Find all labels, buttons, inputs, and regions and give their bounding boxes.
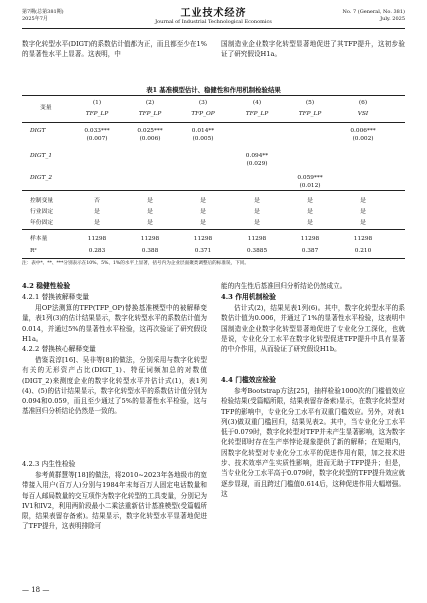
table-note: 注：表中*、**、***分别表示在10%、5%、1%的水平上显著，括号内为企业层面聚类调整后的标准误，下同。 <box>22 261 249 266</box>
issue-number-zh: 第7期(总第381期) <box>22 9 64 15</box>
control-cell: 是 <box>200 198 206 204</box>
sample-size-cell: 11298 <box>140 236 160 242</box>
control-cell: 是 <box>147 198 153 204</box>
row-label-digt: DIGT <box>30 128 46 134</box>
table-header-rule <box>22 122 405 123</box>
journal-header <box>22 6 405 28</box>
row-label-digt-2: DIGT_2 <box>30 175 53 181</box>
section-4-2-heading: 4.2 稳健性检验 <box>22 282 71 290</box>
col-number-2: (2) <box>145 100 155 106</box>
top-left-paragraph: 数字化转型水平(DIGT)的系数估计值都为正，而且都至少在1%的显著性水平上显著。这表明，中 <box>22 40 207 59</box>
control-cell: 是 <box>200 209 206 215</box>
col-dependent-var-6: VSI <box>357 111 369 117</box>
row-label-digt-1: DIGT_1 <box>30 153 53 159</box>
coef-cell: 0.006*** <box>350 128 376 134</box>
r-squared-cell: 0.3885 <box>246 248 268 254</box>
control-cell: 是 <box>94 220 100 226</box>
issue-number-en: No. 7 (General, No. 381) <box>342 9 405 15</box>
stderr-cell: (0.006) <box>139 136 161 142</box>
col-dependent-var-2: TFP_LP <box>138 111 162 117</box>
issue-date-en: July. 2025 <box>380 16 405 22</box>
control-cell: 是 <box>360 198 366 204</box>
coef-cell: 0.059*** <box>297 175 323 181</box>
col-dependent-var-4: TFP_LP <box>245 111 269 117</box>
control-cell: 是 <box>307 220 313 226</box>
coef-cell: 0.014** <box>191 128 215 134</box>
r-squared-cell: 0.283 <box>88 248 106 254</box>
section-4-3-heading: 4.3 作用机制检验 <box>221 293 276 301</box>
control-cell: 是 <box>360 209 366 215</box>
issue-date-zh: 2025年7月 <box>22 16 48 22</box>
stderr-cell: (0.012) <box>299 183 321 189</box>
col-number-1: (1) <box>92 100 102 106</box>
stderr-cell: (0.007) <box>86 136 108 142</box>
control-cell: 是 <box>307 198 313 204</box>
col-number-4: (4) <box>252 100 262 106</box>
control-cell: 是 <box>360 220 366 226</box>
sample-size-cell: 11298 <box>193 236 213 242</box>
r-squared-cell: 0.210 <box>354 248 372 254</box>
section-4-4-paragraph: 参考Bootstrap方法[25]，抽样检验1000次的门槛值效应检验结果(受篇幅所限，结果表留存备索)显示，在数字化转型对TFP的影响中，专业化分工水平有双重门槛效应。另外，对表1列(3)做双重门槛回归，结果见表2。其中，当专业化分工水平低于0.079时，数字化转型对TFP并未产生显著影响，这为数字化转型即时存在生产率悖论现象提供了新的解释；在短期内，因数字化转型对专业化分工水平的促进作用有限，加之技术进步、技术效率产生实质性影响，进而无助于TFP提升；但是，当专业化分工水平高于0.079时，数字化转型的TFP提升效应就逐步显现，而且跨过门槛值0.614后，这种促进作用大幅增强。这 <box>221 387 405 498</box>
coef-cell: 0.025*** <box>137 128 163 134</box>
section-4-2-2-heading: 4.2.2 替换核心解释变量 <box>22 345 96 353</box>
col-number-6: (6) <box>358 100 368 106</box>
section-4-2-3-heading: 4.2.3 内生性检验 <box>22 460 76 468</box>
section-4-2-1-paragraph: 用OP法测算的TFP(TFP_OP)替换基准模型中的被解释变量，表1列(3)的估计结果显示，数字化转型水平的系数估计值为0.014，并通过5%的显著性水平检验，这再次验证了研究假设H1a。 <box>22 304 207 343</box>
right-continuation-paragraph: 能的内生性后基准回归分析结论仍然成立。 <box>221 282 347 290</box>
table-bottom-rule <box>22 258 405 259</box>
journal-title-en: Journal of Industrial Technological Economics <box>155 19 272 25</box>
col-number-3: (3) <box>198 100 208 106</box>
sample-size-cell: 11298 <box>247 236 267 242</box>
r-squared-cell: 0.387 <box>301 248 319 254</box>
r-squared-cell: 0.388 <box>141 248 159 254</box>
table-stats-rule <box>22 229 405 230</box>
stderr-cell: (0.002) <box>352 136 374 142</box>
var-header: 变量 <box>40 105 52 111</box>
section-4-4-heading: 4.4 门槛效应检验 <box>221 376 276 384</box>
control-cell: 是 <box>94 209 100 215</box>
stderr-cell: (0.005) <box>192 136 214 142</box>
r-squared-cell: 0.371 <box>194 248 212 254</box>
col-dependent-var-5: TFP_LP <box>298 111 322 117</box>
control-cell: 是 <box>147 220 153 226</box>
header-divider <box>22 28 405 29</box>
issue-info-en <box>343 9 405 23</box>
stderr-cell: (0.029) <box>246 161 268 167</box>
table-body-rule <box>22 190 405 191</box>
control-row-label: 行业固定 <box>30 209 54 215</box>
coef-cell: 0.094** <box>245 153 269 159</box>
table-title: 表1 基准模型估计、稳健性和作用机制检验结果 <box>146 86 281 94</box>
col-dependent-var-1: TFP_LP <box>85 111 109 117</box>
col-number-5: (5) <box>305 100 315 106</box>
control-cell: 是 <box>254 198 260 204</box>
sample-size-cell: 11298 <box>300 236 320 242</box>
control-cell: 是 <box>200 220 206 226</box>
sample-size-cell: 11298 <box>87 236 107 242</box>
journal-title-zh: 工业技术经济 <box>180 8 247 19</box>
sample-size-cell: 11298 <box>353 236 373 242</box>
section-4-3-paragraph: 估计式(2)，结果见表1列(6)。其中，数字化转型水平的系数估计值为0.006，并通过了1%的显著性水平检验，这表明中国制造业企业数字化转型显著地促进了专业化分工深化，也就是说，专业化分工水平在数字化转型促进TFP提升中具有显著的中介作用，从而验证了研究假设H1b。 <box>221 304 405 354</box>
control-cell: 否 <box>94 198 100 204</box>
section-4-2-2-paragraph: 借鉴袁淳[16]、吴非等[8]的做法，分别采用与数字化转型有关的无形资产占比(DIGT_1)、特征词频加总的对数值(DIGT_2)来测度企业的数字化转型水平并估计式(1)，表1列(4)、(5)的估计结果显示，数字化转型水平的系数估计值分别为0.094和0.059，而且至少通过了5%的显著性水平检验，这与基准回归分析结论仍然是一致的。 <box>22 356 207 416</box>
control-cell: 是 <box>254 209 260 215</box>
control-cell: 是 <box>254 220 260 226</box>
control-cell: 是 <box>307 209 313 215</box>
control-row-label: 年份固定 <box>30 220 54 226</box>
section-4-2-3-paragraph: 参考黄群慧等[18]的做法，将2010~2023年各地级市的宽带接入用户(百万人)分别与1984年末每百万人固定电话数量和每百人邮局数量的交互项作为数字化转型的工具变量，分别记为IV1和IV2，利用两阶段最小二乘法重新估计基准模型(受篇幅所限，结果表留存备索)。结果显示，数字化转型水平显著地促进了TFP提升，这表明排除可 <box>22 471 207 531</box>
top-right-paragraph: 国制造业企业数字化转型显著地促进了其TFP提升，这初步验证了研究假设H1a。 <box>221 40 405 59</box>
section-4-2-1-heading: 4.2.1 替换被解释变量 <box>22 293 90 301</box>
coef-cell: 0.033*** <box>84 128 110 134</box>
control-row-label: 控制变量 <box>30 198 54 204</box>
control-cell: 是 <box>147 209 153 215</box>
page-number: — 18 — <box>22 586 50 594</box>
r-squared-label: R² <box>30 248 37 254</box>
col-dependent-var-3: TFP_OP <box>191 111 215 117</box>
table-top-rule <box>22 95 405 96</box>
sample-size-label: 样本量 <box>30 236 48 242</box>
